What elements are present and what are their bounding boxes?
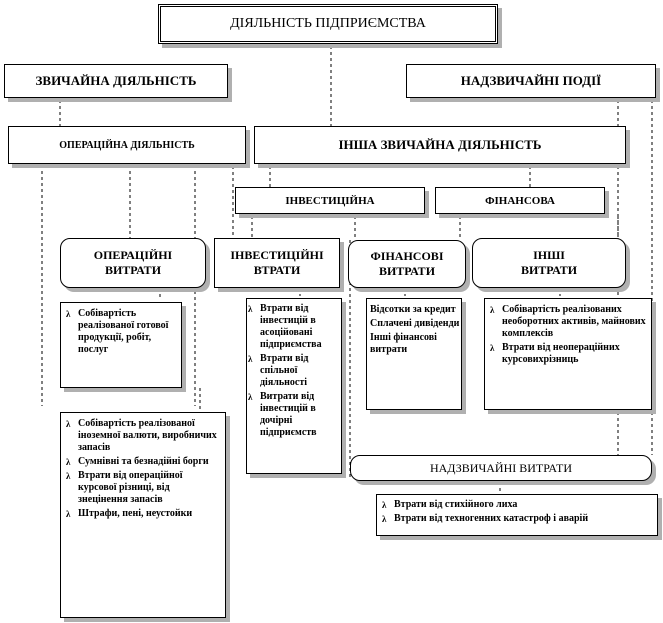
ordinary-activity-label: ЗВИЧАЙНА ДІЯЛЬНІСТЬ bbox=[35, 73, 197, 88]
list-item bbox=[382, 513, 654, 525]
other-list bbox=[490, 304, 650, 368]
enterprise-activity-title: ДІЯЛЬНІСТЬ ПІДПРИЄМСТВА bbox=[230, 16, 426, 31]
operating-expenses-box bbox=[60, 238, 206, 288]
bullet-marker-icon: λ bbox=[248, 304, 253, 314]
operating-activity-box bbox=[8, 126, 246, 164]
ordinary-activity-box bbox=[4, 64, 228, 98]
list-item bbox=[66, 508, 222, 520]
list-item-text: Втрати від операційної курсової різниці, від знецінення запасів bbox=[78, 470, 183, 505]
list-item bbox=[370, 332, 460, 356]
list-item-text: Собівартість реалізованої готової продукції, робіт, послуг bbox=[78, 308, 169, 355]
list-item-text: Собівартість реалізованих необоротних активів, майнових комплексів bbox=[502, 304, 646, 339]
investment-losses-box bbox=[214, 238, 340, 288]
extraordinary-events-label: НАДЗВИЧАЙНІ ПОДІЇ bbox=[460, 73, 602, 88]
bullet-marker-icon: λ bbox=[66, 509, 71, 519]
list-item-text: Відсотки за кредит bbox=[370, 304, 456, 315]
list-item-text: Сумнівні та безнадійні борги bbox=[78, 456, 209, 467]
financing-activity-label: ФІНАНСОВА bbox=[485, 194, 555, 207]
extraordinary-expenses-label: НАДЗВИЧАЙНІ ВИТРАТИ bbox=[429, 460, 573, 475]
list-item-text: Штрафи, пені, неустойки bbox=[78, 508, 193, 519]
list-item bbox=[66, 470, 222, 506]
list-item-text: Витрати від інвестицій в дочірні підприємств bbox=[260, 391, 317, 438]
list-item bbox=[248, 353, 340, 389]
bullet-marker-icon: λ bbox=[382, 514, 387, 524]
financing-activity-box bbox=[435, 187, 605, 214]
investment-losses-label: ІНВЕСТИЦІЙНІ ВТРАТИ bbox=[230, 248, 324, 277]
list-item-text: Втрати від стихійного лиха bbox=[394, 499, 518, 510]
financial-expenses-box bbox=[348, 240, 466, 288]
operating-activity-label: ОПЕРАЦІЙНА ДІЯЛЬНІСТЬ bbox=[59, 139, 195, 151]
operating-expenses-label: ОПЕРАЦІЙНІ ВИТРАТИ bbox=[93, 248, 173, 277]
bullet-marker-icon: λ bbox=[248, 354, 253, 364]
list-item-text: Собівартість реалізованої іноземної валюти, виробничих запасів bbox=[78, 418, 217, 453]
list-item-text: Втрати від неопераційних курсовихрізниць bbox=[502, 342, 620, 365]
operating-other-list bbox=[66, 418, 222, 522]
financial-expenses-label: ФІНАНСОВІ ВИТРАТИ bbox=[370, 249, 444, 278]
list-item bbox=[248, 391, 340, 439]
list-item bbox=[370, 318, 460, 330]
other-expenses-box bbox=[472, 238, 626, 288]
list-item bbox=[370, 304, 460, 316]
bullet-marker-icon: λ bbox=[382, 500, 387, 510]
list-item-text: Інші фінансові витрати bbox=[370, 332, 437, 355]
bullet-marker-icon: λ bbox=[66, 419, 71, 429]
investing-activity-box bbox=[235, 187, 425, 214]
other-expenses-label: ІНШІ ВИТРАТИ bbox=[520, 248, 578, 277]
operating-cost-list bbox=[66, 308, 178, 358]
list-item bbox=[490, 304, 650, 340]
investment-list bbox=[248, 303, 340, 441]
bullet-marker-icon: λ bbox=[66, 309, 71, 319]
financial-list bbox=[370, 304, 460, 358]
list-item bbox=[66, 308, 178, 356]
extraordinary-events-box bbox=[406, 64, 656, 98]
bullet-marker-icon: λ bbox=[66, 471, 71, 481]
extraordinary-expenses-box bbox=[350, 455, 652, 481]
list-item bbox=[66, 456, 222, 468]
list-item bbox=[490, 342, 650, 366]
enterprise-activity-box bbox=[158, 4, 498, 44]
bullet-marker-icon: λ bbox=[490, 305, 495, 315]
bullet-marker-icon: λ bbox=[66, 457, 71, 467]
list-item-text: Втрати від інвестицій в асоційовані підприємства bbox=[260, 303, 322, 350]
list-item-text: Втрати від спільної діяльності bbox=[260, 353, 309, 388]
list-item bbox=[248, 303, 340, 351]
list-item bbox=[66, 418, 222, 454]
bullet-marker-icon: λ bbox=[490, 343, 495, 353]
bullet-marker-icon: λ bbox=[248, 392, 253, 402]
extraordinary-list bbox=[382, 499, 654, 527]
other-ordinary-activity-box bbox=[254, 126, 626, 164]
list-item-text: Сплачені дивіденди bbox=[370, 318, 460, 329]
list-item bbox=[382, 499, 654, 511]
list-item-text: Втрати від техногенних катастроф і аварій bbox=[394, 513, 589, 524]
other-ordinary-activity-label: ІНША ЗВИЧАЙНА ДІЯЛЬНІСТЬ bbox=[338, 137, 542, 152]
investing-activity-label: ІНВЕСТИЦІЙНА bbox=[285, 194, 375, 207]
